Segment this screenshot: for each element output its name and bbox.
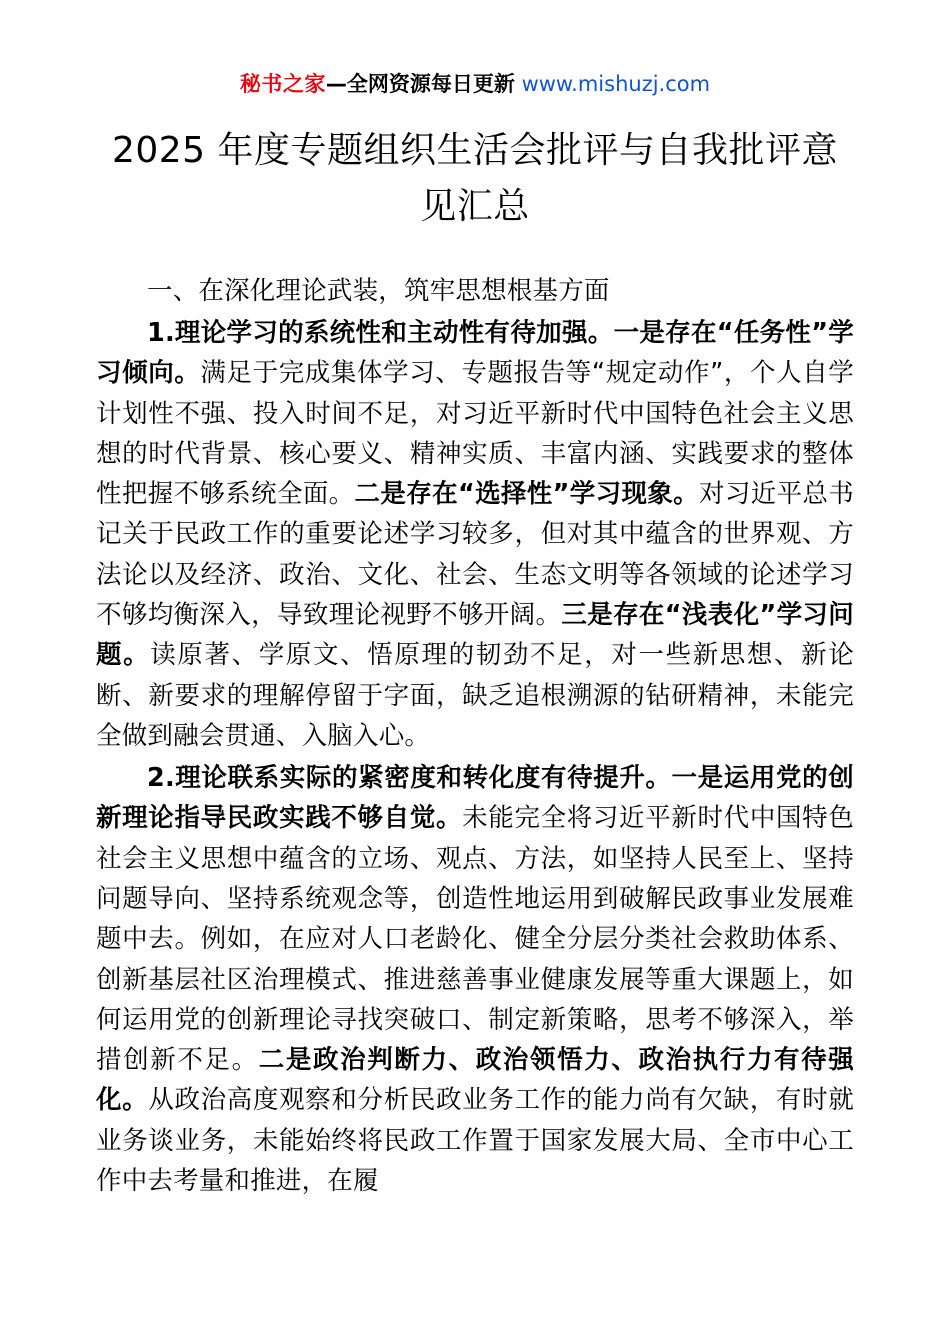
paragraph-item-1 bbox=[96, 313, 854, 756]
item-1-text-1: 满足于完成集体学习、专题报告等“规定动作”，个人自学计划性不强、投入时间不足，对习近平新时代中国特色社会主义思想的时代背景、核心要义、精神实质、丰富内涵、实践要求的整体性把握不够系统全面。 bbox=[96, 358, 854, 510]
paragraph-item-2 bbox=[96, 758, 854, 1201]
section-heading: 一、在深化理论武装，筑牢思想根基方面 bbox=[147, 275, 610, 306]
site-watermark bbox=[96, 72, 854, 97]
watermark-site-link[interactable]: www.mishuzj.com bbox=[521, 72, 711, 96]
document-body bbox=[96, 271, 854, 1201]
item-1-text-2: 对习近平总书记关于民政工作的重要论述学习较多，但对其中蕴含的世界观、方法论以及经济、政治、文化、社会、生态文明等各领域的论述学习不够均衡深入，导致理论视野不够开阔。 bbox=[96, 479, 854, 631]
item-1-lead: 1.理论学习的系统性和主动性有待加强。一是存在“任务性”学习倾向。 bbox=[96, 318, 854, 389]
item-2-lead: 2.理论联系实际的紧密度和转化度有待提升。一是运用党的创新理论指导民政实践不够自觉。 bbox=[96, 763, 854, 834]
item-1-bold-2: 二是存在“选择性”学习现象。 bbox=[354, 479, 700, 510]
item-2-text-2: 从政治高度观察和分析民政业务工作的能力尚有欠缺，有时就业务谈业务，未能始终将民政工作置于国家发展大局、全市中心工作中去考量和推进，在履 bbox=[96, 1085, 854, 1196]
page-title: 2025 年度专题组织生活会批评与自我批评意见汇总 bbox=[111, 130, 839, 227]
item-1-text-3: 读原著、学原文、悟原理的韧劲不足，对一些新思想、新论断、新要求的理解停留于字面，缺乏追根溯源的钻研精神，未能完全做到融会贯通、入脑入心。 bbox=[96, 640, 854, 751]
watermark-brand: 秘书之家 bbox=[239, 72, 326, 96]
item-2-bold-2: 二是政治判断力、政治领悟力、政治执行力有待强化。 bbox=[96, 1045, 854, 1116]
item-2-text-1: 未能完全将习近平新时代中国特色社会主义思想中蕴含的立场、观点、方法，如坚持人民至上、坚持问题导向、坚持系统观念等，创造性地运用到破解民政事业发展难题中去。例如，在应对人口老龄化、健全分层分类社会救助体系、创新基层社区治理模式、推进慈善事业健康发展等重大课题上，如何运用党的创新理论寻找突破口、制定新策略，思考不够深入，举措创新不足。 bbox=[96, 803, 854, 1076]
item-1-bold-3: 三是存在“浅表化”学习问题。 bbox=[96, 600, 854, 671]
watermark-tagline: —全网资源每日更新 bbox=[325, 72, 515, 96]
